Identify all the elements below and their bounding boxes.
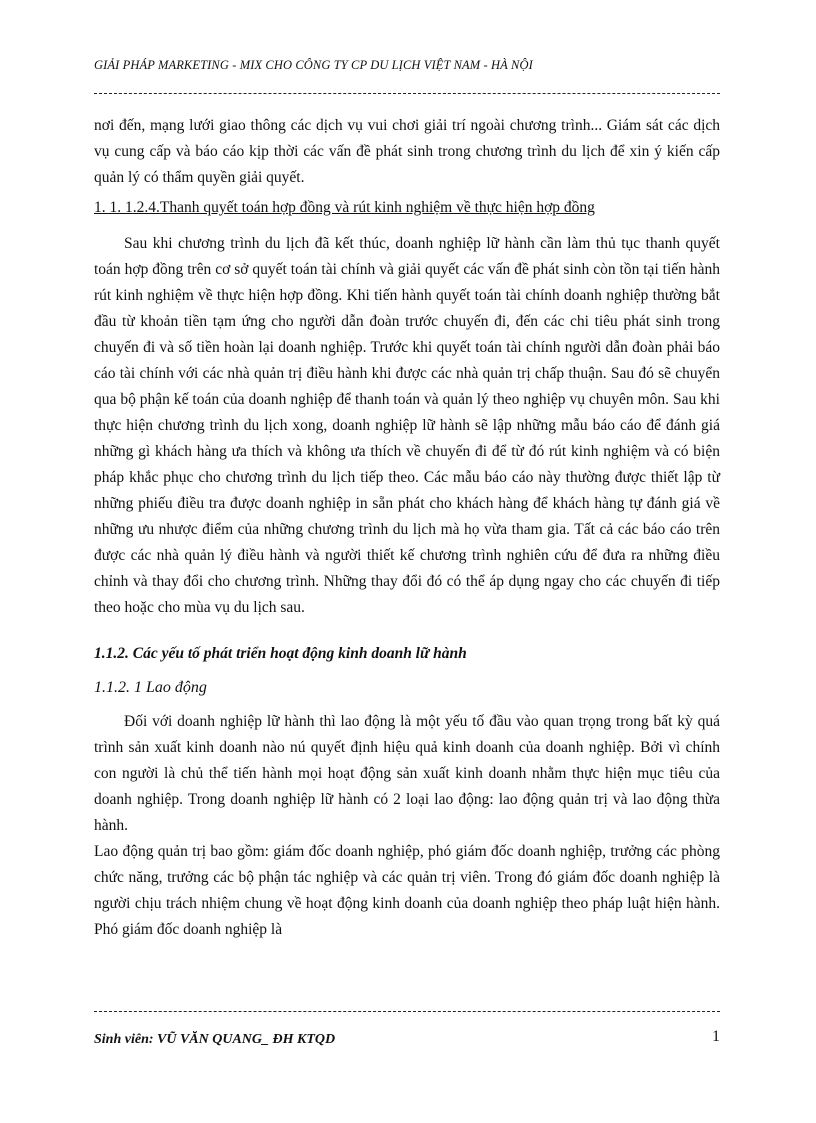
intro-paragraph: nơi đến, mạng lưới giao thông các dịch vụ vui chơi giải trí ngoài chương trình... Giám sát các dịch vụ cung cấp và báo cáo kịp thời các vấn đề phát sinh trong chương trình du lịch để xin ý kiến cấp quản lý có thẩm quyền giải quyết. xyxy=(94,117,720,186)
footer-author: Sinh viên: VŨ VĂN QUANG_ ĐH KTQD xyxy=(94,1032,336,1047)
footer-divider xyxy=(94,1011,720,1012)
page-number: 1 xyxy=(712,1028,720,1045)
page-footer xyxy=(94,1028,720,1056)
section-1121-heading: 1.1.2. 1 Lao động xyxy=(94,679,207,696)
page-content xyxy=(94,113,720,943)
section-1121-paragraph: Đối với doanh nghiệp lữ hành thì lao động là một yếu tố đầu vào quan trọng trong bất kỳ quá trình sản xuất kinh doanh nào nú quyết định hiệu quả kinh doanh của doanh nghiệp. Bởi vì chính con người là chủ thể tiến hành mọi hoạt động sản xuất kinh doanh nhằm thực hiện mục tiêu của doanh nghiệp. Trong doanh nghiệp lữ hành có 2 loại lao động: lao động quản trị và lao động thừa hành. xyxy=(94,713,720,834)
section-1121-paragraph-2: Lao động quản trị bao gồm: giám đốc doanh nghiệp, phó giám đốc doanh nghiệp, trưởng các phòng chức năng, trưởng các bộ phận tác nghiệp và các quản trị viên. Trong đó giám đốc doanh nghiệp là người chịu trách nhiệm chung về hoạt động kinh doanh của doanh nghiệp theo pháp luật hiện hành. Phó giám đốc doanh nghiệp là xyxy=(94,843,720,938)
page-header-title: GIẢI PHÁP MARKETING - MIX CHO CÔNG TY CP DU LỊCH VIỆT NAM - HÀ NỘI xyxy=(94,58,533,72)
section-1124-paragraph: Sau khi chương trình du lịch đã kết thúc, doanh nghiệp lữ hành cần làm thủ tục thanh quyết toán hợp đồng trên cơ sở quyết toán tài chính và giải quyết các vấn đề phát sinh còn tồn tại tiến hành rút kinh nghiệm về thực hiện hợp đồng. Khi tiến hành quyết toán tài chính doanh nghiệp thường bắt đầu từ khoản tiền tạm ứng cho người dẫn đoàn trước chuyến đi, đến các chi tiêu phát sinh trong chuyến đi và số tiền hoàn lại doanh nghiệp. Trước khi quyết toán tài chính người dẫn đoàn phải báo cáo tài chính với các nhà quản trị điều hành khi được các nhà quản trị chấp thuận. Sau đó sẽ chuyển qua bộ phận kế toán của doanh nghiệp để thanh toán và quản lý theo nghiệp vụ chuyên môn. Sau khi thực hiện chương trình du lịch xong, doanh nghiệp lữ hành sẽ lập những mẫu báo cáo để đánh giá những gì khách hàng ưa thích và không ưa thích về chuyến đi để từ đó rút kinh nghiệm và có biện pháp khắc phục cho chương trình du lịch tiếp theo. Các mẫu báo cáo này thường được thiết lập từ những phiếu điều tra được doanh nghiệp in sẵn phát cho khách hàng để khách hàng tự đánh giá về những ưu nhược điểm của những chương trình du lịch mà họ vừa tham gia. Tất cả các báo cáo trên được các nhà quản lý điều hành và người thiết kế chương trình nghiên cứu để đưa ra những điều chỉnh và thay đổi cho chương trình. Những thay đổi đó có thể áp dụng ngay cho các chuyến đi tiếp theo hoặc cho mùa vụ du lịch sau. xyxy=(94,235,720,616)
header-divider xyxy=(94,93,720,94)
section-1124-heading: 1. 1. 1.2.4.Thanh quyết toán hợp đồng và rút kinh nghiệm về thực hiện hợp đồng xyxy=(94,199,595,216)
section-112-heading: 1.1.2. Các yếu tố phát triển hoạt động kinh doanh lữ hành xyxy=(94,645,467,662)
